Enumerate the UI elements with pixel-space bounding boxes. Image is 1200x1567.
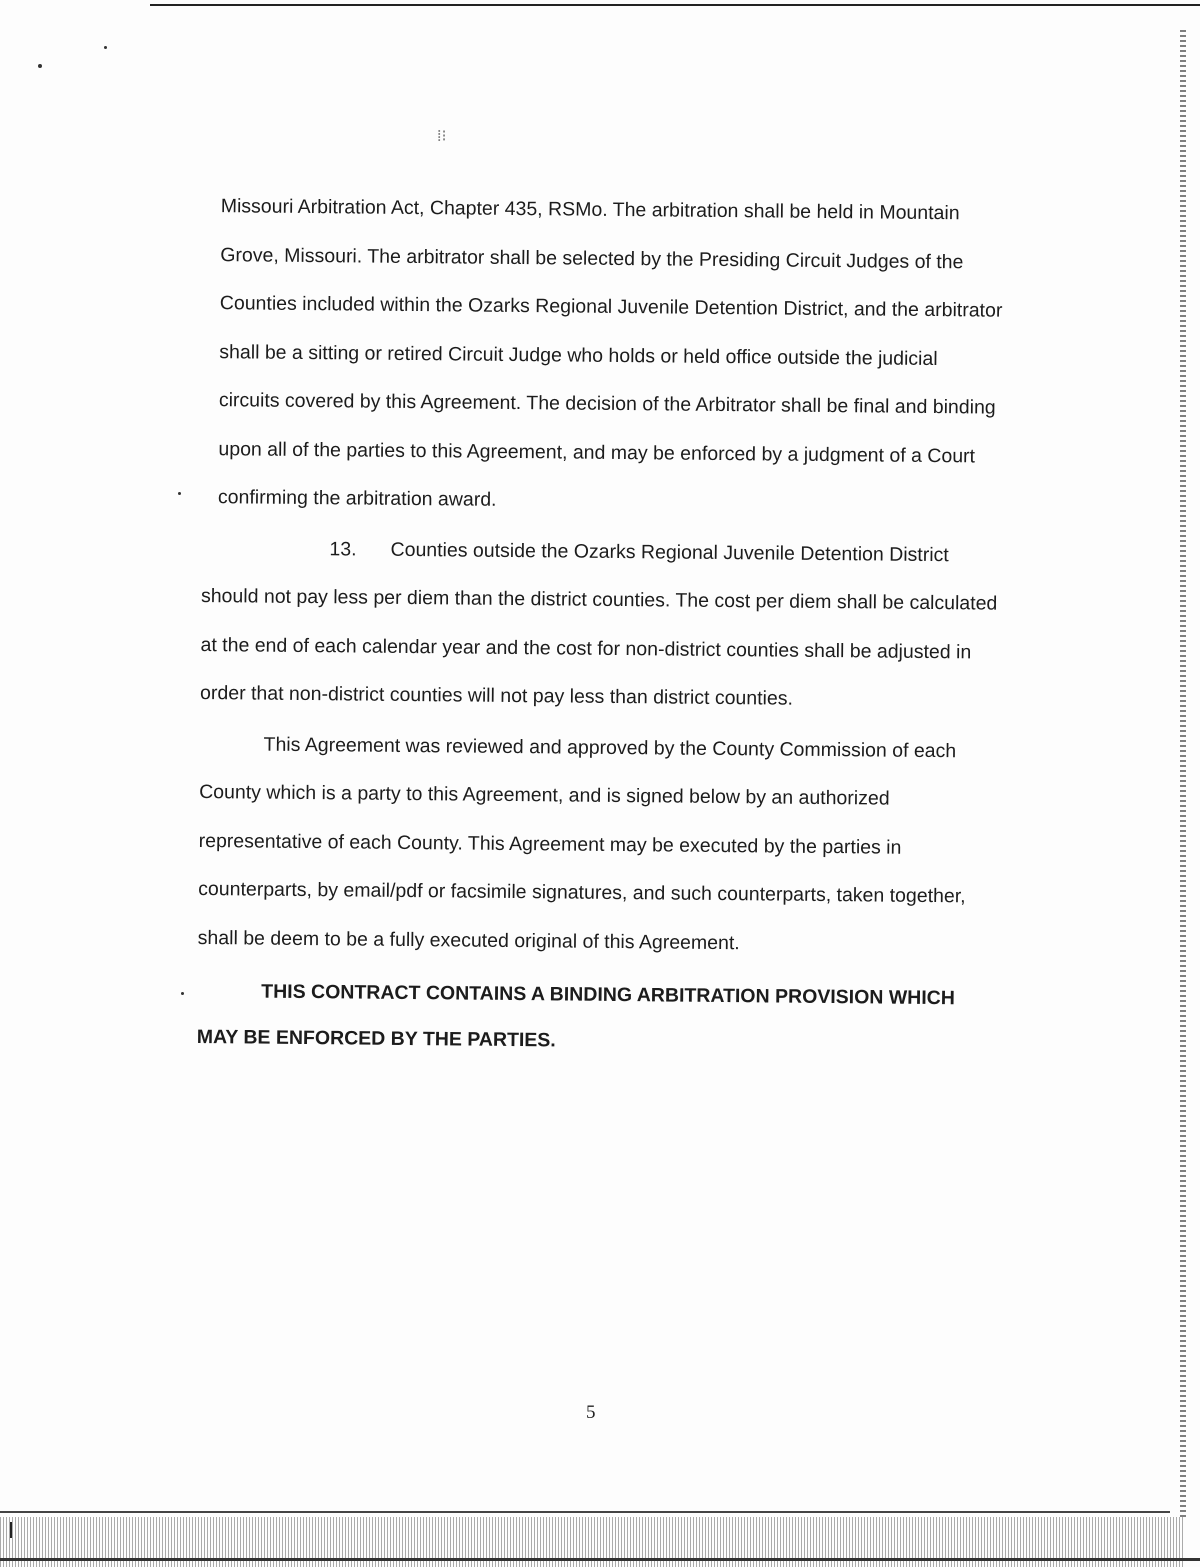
bottom-border-line-upper xyxy=(0,1511,1170,1513)
top-border-line xyxy=(150,4,1200,6)
item-13-paragraph xyxy=(200,523,1002,725)
scan-speck xyxy=(178,492,181,495)
item-13-number: 13. xyxy=(329,537,357,560)
document-body xyxy=(197,182,1005,1068)
item-13-text: Counties outside the Ozarks Regional Juvenile Detention District should not pay less per diem than the district counties. The cost per diem shall be calculated at the end of each calendar year and the cost for non-district counties shall be adjusted in order that non-district counties will not pay less than district counties. xyxy=(199,538,998,710)
approval-paragraph: This Agreement was reviewed and approved by the County Commission of each County which is a party to this Agreement, and is signed below by an authorized representative of each County. This Agreement may be executed by the parties in counterparts, by email/pdf or facsimile signatures, and such counterparts, taken together, shall be deem to be a fully executed original of this Agreement. xyxy=(197,733,966,954)
binding-arbitration-notice: THIS CONTRACT CONTAINS A BINDING ARBITRATION PROVISION WHICH MAY BE ENFORCED BY THE PARTIES. xyxy=(196,980,955,1052)
right-scan-edge xyxy=(1180,30,1186,1520)
page-number: 5 xyxy=(586,1402,596,1423)
scan-speck xyxy=(181,992,184,995)
scan-artifact-mark: ⁞⁝ xyxy=(437,126,447,145)
arbitration-paragraph: Missouri Arbitration Act, Chapter 435, RSMo. The arbitration shall be held in Mountain Grove, Missouri. The arbitrator shall be selected by the Presiding Circuit Judges of the Counties included within the Ozarks Regional Juvenile Detention District, and the arbitrator shall be a sitting or retired Circuit Judge who holds or held office outside the judicial circuits covered by this Agreement. The decision of the Arbitrator shall be final and binding upon all of the parties to this Agreement, and may be enforced by a judgment of a Court confirming the arbitration award. xyxy=(217,195,1003,511)
left-margin-tick xyxy=(10,1522,12,1538)
scan-speck xyxy=(104,46,107,49)
bottom-border-line xyxy=(0,1558,1200,1561)
scan-speck xyxy=(38,64,42,68)
